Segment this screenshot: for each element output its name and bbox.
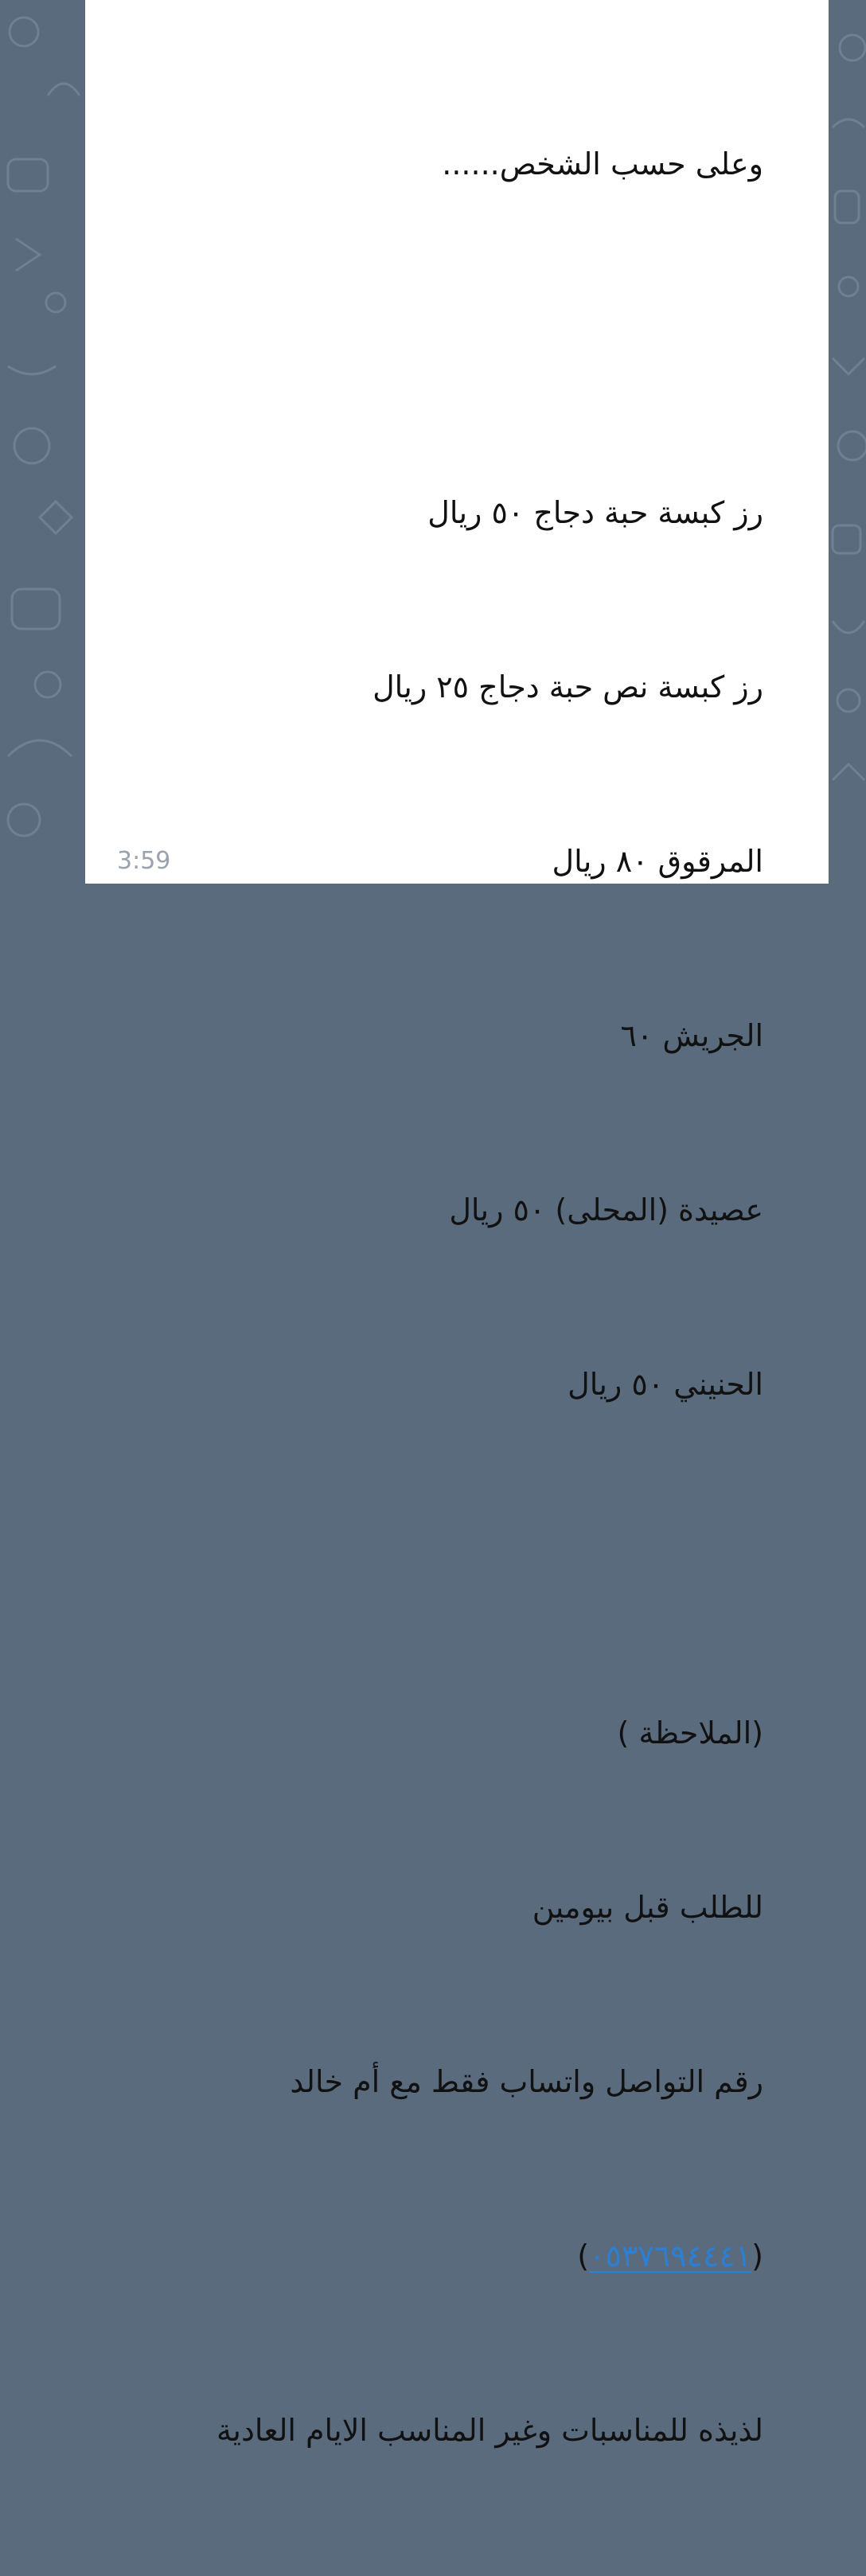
message-line: عصيدة (المحلى) ٥٠ ريال: [449, 1192, 763, 1228]
message-line: الحنيني ٥٠ ريال: [568, 1367, 763, 1402]
doodle-pattern-left: [0, 0, 85, 866]
phone-line: [79, 2227, 763, 2285]
message-line: لذيذه للمناسبات وغير المناسب الايام العادية: [216, 2413, 763, 2448]
message-text: [79, 19, 763, 2576]
phone-paren-close: ): [577, 2238, 590, 2274]
message-line: للطلب قبل بيومين: [532, 1890, 763, 1925]
message-line: الجريش ٦٠: [620, 1018, 763, 1053]
message-line-blank: [79, 310, 763, 368]
phone-number-link[interactable]: ٠٥٣٧٦٩٤٤٤١: [589, 2238, 752, 2274]
message-line: المرقوق ٨٠ ريال: [552, 844, 763, 879]
message-line: رز كبسة نص حبة دجاج ٢٥ ريال: [373, 669, 763, 704]
message-line-blank: [79, 1530, 763, 1588]
message-bubble: [85, 0, 829, 2448]
message-line: رقم التواصل واتساب فقط مع أم خالد: [290, 2064, 763, 2099]
message-line: وعلى حسب الشخص......: [442, 146, 763, 181]
message-timestamp: 3:59: [117, 847, 171, 875]
phone-paren-open: (: [751, 2238, 763, 2274]
message-line: (الملاحظة ): [617, 1715, 763, 1751]
doodle-pattern-right: [829, 0, 866, 866]
message-line: رز كبسة حبة دجاج ٥٠ ريال: [427, 495, 763, 530]
